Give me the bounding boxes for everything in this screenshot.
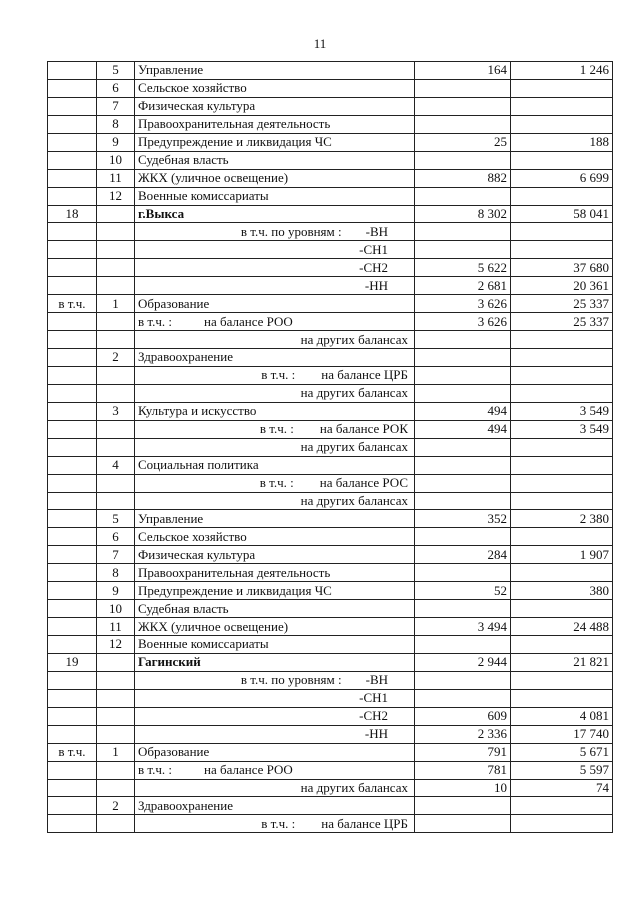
cell-index: 12: [97, 187, 135, 205]
table-row: [48, 582, 613, 600]
cell-index: 3: [97, 402, 135, 420]
cell-index: 5: [97, 62, 135, 80]
table-row: [48, 510, 613, 528]
cell-value-1: 10: [415, 779, 511, 797]
levels-label: в т.ч. по уровням :: [240, 672, 342, 688]
balance-label: на балансе РОО: [204, 762, 293, 778]
cell-name: Сельское хозяйство: [135, 528, 415, 546]
table-row: [48, 133, 613, 151]
table-row: [48, 187, 613, 205]
cell-value-2: [511, 689, 613, 707]
cell-index: 5: [97, 510, 135, 528]
cell-index: [97, 420, 135, 438]
cell-index: [97, 761, 135, 779]
cell-index: [97, 653, 135, 671]
cell-value-1: 5 622: [415, 259, 511, 277]
cell-index: [97, 384, 135, 402]
incl-label: в т.ч. :: [261, 815, 296, 831]
cell-value-1: [415, 241, 511, 259]
cell-group: [48, 331, 97, 349]
cell-name: г.Выкса: [135, 205, 415, 223]
cell-group: [48, 671, 97, 689]
cell-index: 9: [97, 582, 135, 600]
cell-value-2: 25 337: [511, 313, 613, 331]
cell-index: 7: [97, 546, 135, 564]
cell-name: -НН: [135, 725, 415, 743]
cell-value-1: 781: [415, 761, 511, 779]
cell-value-1: [415, 815, 511, 833]
cell-name: Гагинский: [135, 653, 415, 671]
cell-name: Сельское хозяйство: [135, 79, 415, 97]
table-row: [48, 349, 613, 367]
cell-value-1: 2 336: [415, 725, 511, 743]
cell-group: [48, 420, 97, 438]
cell-group: [48, 492, 97, 510]
cell-index: [97, 438, 135, 456]
cell-value-2: [511, 636, 613, 654]
cell-group: [48, 277, 97, 295]
cell-value-2: [511, 474, 613, 492]
cell-group: [48, 115, 97, 133]
levels-label: в т.ч. по уровням :: [240, 223, 342, 239]
cell-index: [97, 815, 135, 833]
table-row: [48, 331, 613, 349]
cell-value-1: [415, 528, 511, 546]
cell-index: 9: [97, 133, 135, 151]
cell-value-2: [511, 815, 613, 833]
cell-value-1: [415, 797, 511, 815]
cell-name: Военные комиссариаты: [135, 636, 415, 654]
cell-group: [48, 564, 97, 582]
table-row: [48, 366, 613, 384]
cell-value-1: [415, 492, 511, 510]
cell-group: [48, 600, 97, 618]
cell-group: [48, 761, 97, 779]
cell-group: [48, 707, 97, 725]
cell-value-2: [511, 438, 613, 456]
cell-index: 12: [97, 636, 135, 654]
cell-value-1: [415, 151, 511, 169]
cell-name: на других балансах: [135, 331, 415, 349]
cell-value-2: 1 907: [511, 546, 613, 564]
balance-label: на балансе ЦРБ: [321, 367, 408, 383]
cell-group: [48, 384, 97, 402]
cell-group: [48, 259, 97, 277]
cell-value-2: 4 081: [511, 707, 613, 725]
cell-index: [97, 366, 135, 384]
table-row: [48, 277, 613, 295]
cell-group: [48, 79, 97, 97]
cell-group: [48, 779, 97, 797]
level-code: -ВН: [365, 672, 388, 688]
cell-value-2: [511, 600, 613, 618]
cell-index: [97, 474, 135, 492]
table-row: [48, 725, 613, 743]
cell-value-1: [415, 689, 511, 707]
cell-value-2: [511, 241, 613, 259]
cell-value-1: 3 626: [415, 295, 511, 313]
table-row: [48, 151, 613, 169]
table-row: [48, 761, 613, 779]
cell-index: [97, 277, 135, 295]
cell-value-2: [511, 492, 613, 510]
cell-value-1: 494: [415, 402, 511, 420]
table-row: [48, 707, 613, 725]
cell-name: [135, 761, 415, 779]
cell-value-1: [415, 331, 511, 349]
cell-group: [48, 169, 97, 187]
cell-name: -СН2: [135, 259, 415, 277]
cell-index: [97, 725, 135, 743]
page-number: 11: [313, 36, 327, 51]
cell-value-1: [415, 438, 511, 456]
cell-value-2: 2 380: [511, 510, 613, 528]
cell-name: на других балансах: [135, 438, 415, 456]
cell-group: [48, 133, 97, 151]
table-row: [48, 492, 613, 510]
cell-name: [135, 366, 415, 384]
balance-label: на балансе РОС: [319, 475, 408, 491]
cell-index: 2: [97, 797, 135, 815]
cell-value-1: [415, 564, 511, 582]
cell-group: [48, 474, 97, 492]
cell-index: 11: [97, 169, 135, 187]
cell-name: Предупреждение и ликвидация ЧС: [135, 133, 415, 151]
cell-value-2: 17 740: [511, 725, 613, 743]
cell-group: [48, 815, 97, 833]
cell-name: Правоохранительная деятельность: [135, 115, 415, 133]
cell-value-1: [415, 223, 511, 241]
cell-value-2: [511, 115, 613, 133]
cell-value-2: [511, 187, 613, 205]
table-row: [48, 564, 613, 582]
table-row: [48, 420, 613, 438]
cell-group: [48, 241, 97, 259]
cell-value-1: [415, 115, 511, 133]
cell-index: 11: [97, 618, 135, 636]
cell-name: Предупреждение и ликвидация ЧС: [135, 582, 415, 600]
cell-value-2: [511, 384, 613, 402]
cell-name: на других балансах: [135, 384, 415, 402]
cell-name: Судебная власть: [135, 151, 415, 169]
cell-value-1: 3 494: [415, 618, 511, 636]
cell-group: [48, 62, 97, 80]
cell-value-1: [415, 456, 511, 474]
cell-name: Социальная политика: [135, 456, 415, 474]
cell-group: [48, 546, 97, 564]
table-row: [48, 223, 613, 241]
cell-value-1: [415, 384, 511, 402]
cell-group: [48, 438, 97, 456]
cell-index: [97, 205, 135, 223]
cell-group: [48, 689, 97, 707]
cell-name: ЖКХ (уличное освещение): [135, 169, 415, 187]
table-body: [48, 62, 613, 833]
table-row: [48, 474, 613, 492]
cell-value-2: 24 488: [511, 618, 613, 636]
table-row: [48, 671, 613, 689]
cell-group: [48, 402, 97, 420]
cell-value-2: [511, 671, 613, 689]
table-row: [48, 313, 613, 331]
table-row: [48, 438, 613, 456]
cell-name: [135, 474, 415, 492]
cell-name: Здравоохранение: [135, 349, 415, 367]
cell-value-2: [511, 151, 613, 169]
cell-value-2: [511, 528, 613, 546]
cell-value-1: 164: [415, 62, 511, 80]
cell-group: [48, 187, 97, 205]
budget-table: [47, 61, 613, 833]
cell-index: [97, 313, 135, 331]
cell-index: [97, 331, 135, 349]
level-code: -ВН: [365, 223, 388, 239]
cell-name: на других балансах: [135, 492, 415, 510]
cell-value-2: 1 246: [511, 62, 613, 80]
cell-index: 10: [97, 151, 135, 169]
balance-label: на балансе РОО: [204, 313, 293, 329]
table-row: [48, 79, 613, 97]
cell-value-1: 494: [415, 420, 511, 438]
balance-label: на балансе РОК: [319, 421, 408, 437]
cell-index: [97, 259, 135, 277]
table-row: [48, 295, 613, 313]
cell-value-2: 3 549: [511, 402, 613, 420]
cell-index: [97, 492, 135, 510]
cell-value-1: [415, 349, 511, 367]
cell-group: [48, 151, 97, 169]
cell-value-2: [511, 456, 613, 474]
cell-name: Правоохранительная деятельность: [135, 564, 415, 582]
cell-value-2: [511, 331, 613, 349]
cell-value-1: 882: [415, 169, 511, 187]
cell-group: [48, 636, 97, 654]
table-row: [48, 743, 613, 761]
cell-group: [48, 349, 97, 367]
table-row: [48, 689, 613, 707]
cell-index: 7: [97, 97, 135, 115]
cell-value-2: [511, 349, 613, 367]
cell-value-1: [415, 474, 511, 492]
cell-index: [97, 779, 135, 797]
cell-name: Управление: [135, 510, 415, 528]
cell-group: 19: [48, 653, 97, 671]
cell-name: Образование: [135, 743, 415, 761]
incl-label: в т.ч. :: [261, 367, 296, 383]
cell-group: [48, 456, 97, 474]
cell-index: [97, 689, 135, 707]
cell-value-2: 6 699: [511, 169, 613, 187]
cell-name: -СН1: [135, 689, 415, 707]
incl-label: в т.ч. :: [138, 762, 172, 778]
table-row: [48, 241, 613, 259]
cell-name: Образование: [135, 295, 415, 313]
cell-value-1: [415, 97, 511, 115]
cell-index: 1: [97, 743, 135, 761]
cell-index: 4: [97, 456, 135, 474]
cell-name: Управление: [135, 62, 415, 80]
cell-name: [135, 313, 415, 331]
table-row: [48, 653, 613, 671]
cell-value-1: 791: [415, 743, 511, 761]
cell-group: [48, 510, 97, 528]
cell-index: 6: [97, 79, 135, 97]
incl-label: в т.ч. :: [138, 313, 172, 329]
cell-value-1: 352: [415, 510, 511, 528]
cell-group: в т.ч.: [48, 743, 97, 761]
cell-value-2: 25 337: [511, 295, 613, 313]
table-row: [48, 97, 613, 115]
table-row: [48, 779, 613, 797]
cell-value-2: 380: [511, 582, 613, 600]
cell-value-2: 5 671: [511, 743, 613, 761]
table-row: [48, 402, 613, 420]
cell-group: [48, 797, 97, 815]
cell-value-2: [511, 564, 613, 582]
cell-name: [135, 815, 415, 833]
cell-value-2: [511, 97, 613, 115]
cell-value-2: 20 361: [511, 277, 613, 295]
incl-label: в т.ч. :: [259, 475, 294, 491]
cell-value-2: [511, 79, 613, 97]
cell-index: [97, 241, 135, 259]
table-row: [48, 528, 613, 546]
table-row: [48, 797, 613, 815]
cell-name: ЖКХ (уличное освещение): [135, 618, 415, 636]
cell-value-1: 3 626: [415, 313, 511, 331]
cell-index: 6: [97, 528, 135, 546]
cell-name: [135, 671, 415, 689]
cell-group: [48, 366, 97, 384]
balance-label: на балансе ЦРБ: [321, 815, 408, 831]
table-row: [48, 815, 613, 833]
cell-index: [97, 671, 135, 689]
table-row: [48, 600, 613, 618]
cell-index: 10: [97, 600, 135, 618]
cell-value-2: 74: [511, 779, 613, 797]
cell-name: Физическая культура: [135, 97, 415, 115]
cell-value-2: [511, 366, 613, 384]
cell-group: [48, 618, 97, 636]
cell-index: [97, 223, 135, 241]
table-row: [48, 546, 613, 564]
cell-group: [48, 582, 97, 600]
cell-value-1: 8 302: [415, 205, 511, 223]
cell-name: на других балансах: [135, 779, 415, 797]
cell-value-1: 609: [415, 707, 511, 725]
table-row: [48, 205, 613, 223]
cell-index: 8: [97, 564, 135, 582]
cell-name: -СН1: [135, 241, 415, 259]
cell-value-1: 284: [415, 546, 511, 564]
cell-group: [48, 223, 97, 241]
cell-index: 2: [97, 349, 135, 367]
cell-value-2: 37 680: [511, 259, 613, 277]
table-row: [48, 169, 613, 187]
cell-group: в т.ч.: [48, 295, 97, 313]
table-row: [48, 259, 613, 277]
cell-name: -СН2: [135, 707, 415, 725]
cell-group: [48, 528, 97, 546]
cell-index: 1: [97, 295, 135, 313]
cell-name: Судебная власть: [135, 600, 415, 618]
cell-value-1: 2 944: [415, 653, 511, 671]
cell-value-1: 52: [415, 582, 511, 600]
cell-value-2: [511, 223, 613, 241]
cell-value-1: [415, 636, 511, 654]
table-row: [48, 456, 613, 474]
cell-value-1: 25: [415, 133, 511, 151]
cell-group: [48, 313, 97, 331]
cell-value-2: 188: [511, 133, 613, 151]
cell-value-1: [415, 79, 511, 97]
cell-value-1: [415, 671, 511, 689]
cell-value-1: [415, 187, 511, 205]
cell-index: [97, 707, 135, 725]
cell-name: [135, 420, 415, 438]
cell-value-1: 2 681: [415, 277, 511, 295]
cell-value-2: [511, 797, 613, 815]
cell-name: Здравоохранение: [135, 797, 415, 815]
cell-index: 8: [97, 115, 135, 133]
table-row: [48, 384, 613, 402]
cell-value-2: 5 597: [511, 761, 613, 779]
cell-name: Военные комиссариаты: [135, 187, 415, 205]
cell-value-2: 21 821: [511, 653, 613, 671]
table-row: [48, 115, 613, 133]
cell-name: [135, 223, 415, 241]
cell-value-2: 58 041: [511, 205, 613, 223]
cell-group: [48, 97, 97, 115]
cell-group: 18: [48, 205, 97, 223]
table-row: [48, 618, 613, 636]
cell-name: -НН: [135, 277, 415, 295]
cell-group: [48, 725, 97, 743]
cell-value-1: [415, 366, 511, 384]
table-row: [48, 62, 613, 80]
cell-name: Культура и искусство: [135, 402, 415, 420]
table-row: [48, 636, 613, 654]
cell-value-1: [415, 600, 511, 618]
cell-name: Физическая культура: [135, 546, 415, 564]
cell-value-2: 3 549: [511, 420, 613, 438]
incl-label: в т.ч. :: [259, 421, 294, 437]
